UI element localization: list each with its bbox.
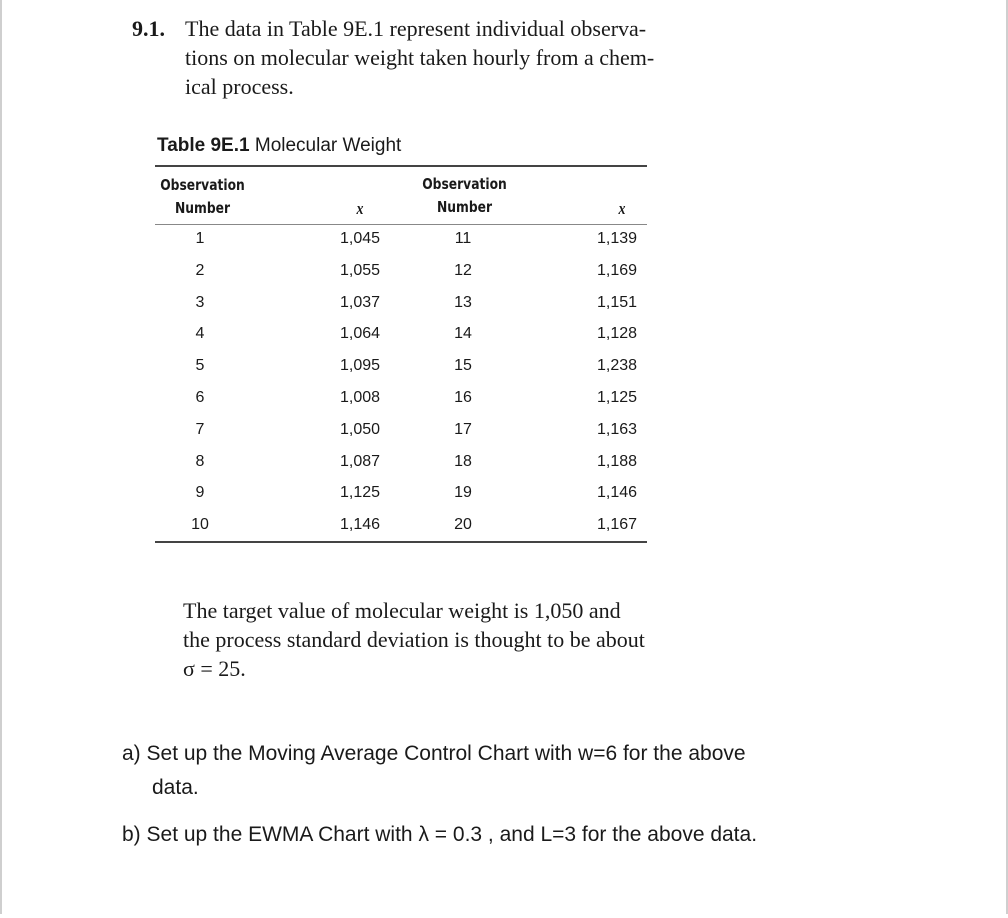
x-value: 1,188 <box>596 452 638 470</box>
obs-number: 11 <box>454 230 472 247</box>
table-body <box>155 224 647 542</box>
table-row <box>155 288 647 320</box>
table-caption-label: Table 9E.1 <box>157 135 250 156</box>
obs-number: 8 <box>195 452 205 470</box>
obs-number: 12 <box>454 261 472 279</box>
x-value: 1,125 <box>596 388 638 406</box>
header-text: Number <box>436 198 493 216</box>
obs-number: 10 <box>191 516 209 534</box>
obs-number: 7 <box>195 420 205 438</box>
question-b: b) Set up the EWMA Chart with λ = 0.3 , and L=3 for the above data. <box>122 823 758 846</box>
obs-number: 20 <box>454 516 472 534</box>
obs-number: 1 <box>195 230 205 247</box>
table-caption-title: Molecular Weight <box>254 135 402 156</box>
header-observation-number-2 <box>421 173 507 219</box>
table-row <box>155 478 647 510</box>
obs-number: 5 <box>195 357 205 375</box>
x-value: 1,128 <box>596 325 638 343</box>
obs-number: 19 <box>454 484 472 502</box>
table-top-rule <box>155 165 647 167</box>
x-value: 1,087 <box>339 452 381 470</box>
table-row <box>155 415 647 447</box>
note-line: σ = 25. <box>183 656 246 681</box>
x-value: 1,095 <box>339 357 381 375</box>
x-value: 1,238 <box>596 357 638 375</box>
header-text: Number <box>174 199 231 217</box>
obs-number: 17 <box>454 420 472 438</box>
table-row <box>155 510 647 542</box>
x-value: 1,050 <box>339 420 381 438</box>
obs-number: 6 <box>195 388 205 406</box>
x-value: 1,055 <box>339 261 381 279</box>
problem-line: tions on molecular weight taken hourly from a chem- <box>185 45 655 70</box>
target-note <box>183 596 703 683</box>
x-value: 1,167 <box>596 516 638 534</box>
x-value: 1,146 <box>596 484 638 502</box>
table-row <box>155 447 647 479</box>
x-value: 1,163 <box>596 420 638 438</box>
x-value: 1,169 <box>596 261 638 279</box>
table-caption <box>157 135 401 157</box>
obs-number: 2 <box>195 261 205 279</box>
x-value: 1,008 <box>339 388 381 406</box>
problem-line: The data in Table 9E.1 represent individual observa- <box>185 16 647 41</box>
x-value: 1,139 <box>596 230 638 247</box>
x-value: 1,064 <box>339 325 381 343</box>
question-a <box>122 737 882 805</box>
x-value: 1,037 <box>339 293 381 311</box>
obs-number: 18 <box>454 452 472 470</box>
obs-number: 15 <box>454 357 472 375</box>
obs-number: 3 <box>195 293 205 311</box>
header-x-1: x <box>356 199 364 218</box>
table-bottom-rule <box>155 541 647 543</box>
x-value: 1,151 <box>596 293 638 311</box>
question-a-line: data. <box>152 776 199 799</box>
x-value: 1,125 <box>339 484 381 502</box>
obs-number: 4 <box>195 325 205 343</box>
obs-number: 9 <box>195 484 205 502</box>
x-value: 1,146 <box>339 516 381 534</box>
problem-number: 9.1. <box>132 16 165 41</box>
table-row <box>155 319 647 351</box>
header-x-2: x <box>618 199 626 218</box>
table-row <box>155 224 647 256</box>
obs-number: 13 <box>454 293 472 311</box>
obs-number: 16 <box>454 388 472 406</box>
note-line: The target value of molecular weight is 1,050 and <box>183 598 621 623</box>
header-text: Observation <box>160 176 245 194</box>
problem-statement <box>132 14 692 101</box>
table-row <box>155 351 647 383</box>
table-row <box>155 256 647 288</box>
obs-number: 14 <box>454 325 472 343</box>
note-line: the process standard deviation is thought to be about <box>183 627 645 652</box>
header-observation-number-1 <box>159 174 245 220</box>
table-row <box>155 383 647 415</box>
problem-text <box>185 14 692 101</box>
x-value: 1,045 <box>339 230 381 247</box>
question-a-line: a) Set up the Moving Average Control Chart with w=6 for the above <box>122 742 746 765</box>
header-text: Observation <box>422 175 507 193</box>
problem-line: ical process. <box>185 74 294 99</box>
